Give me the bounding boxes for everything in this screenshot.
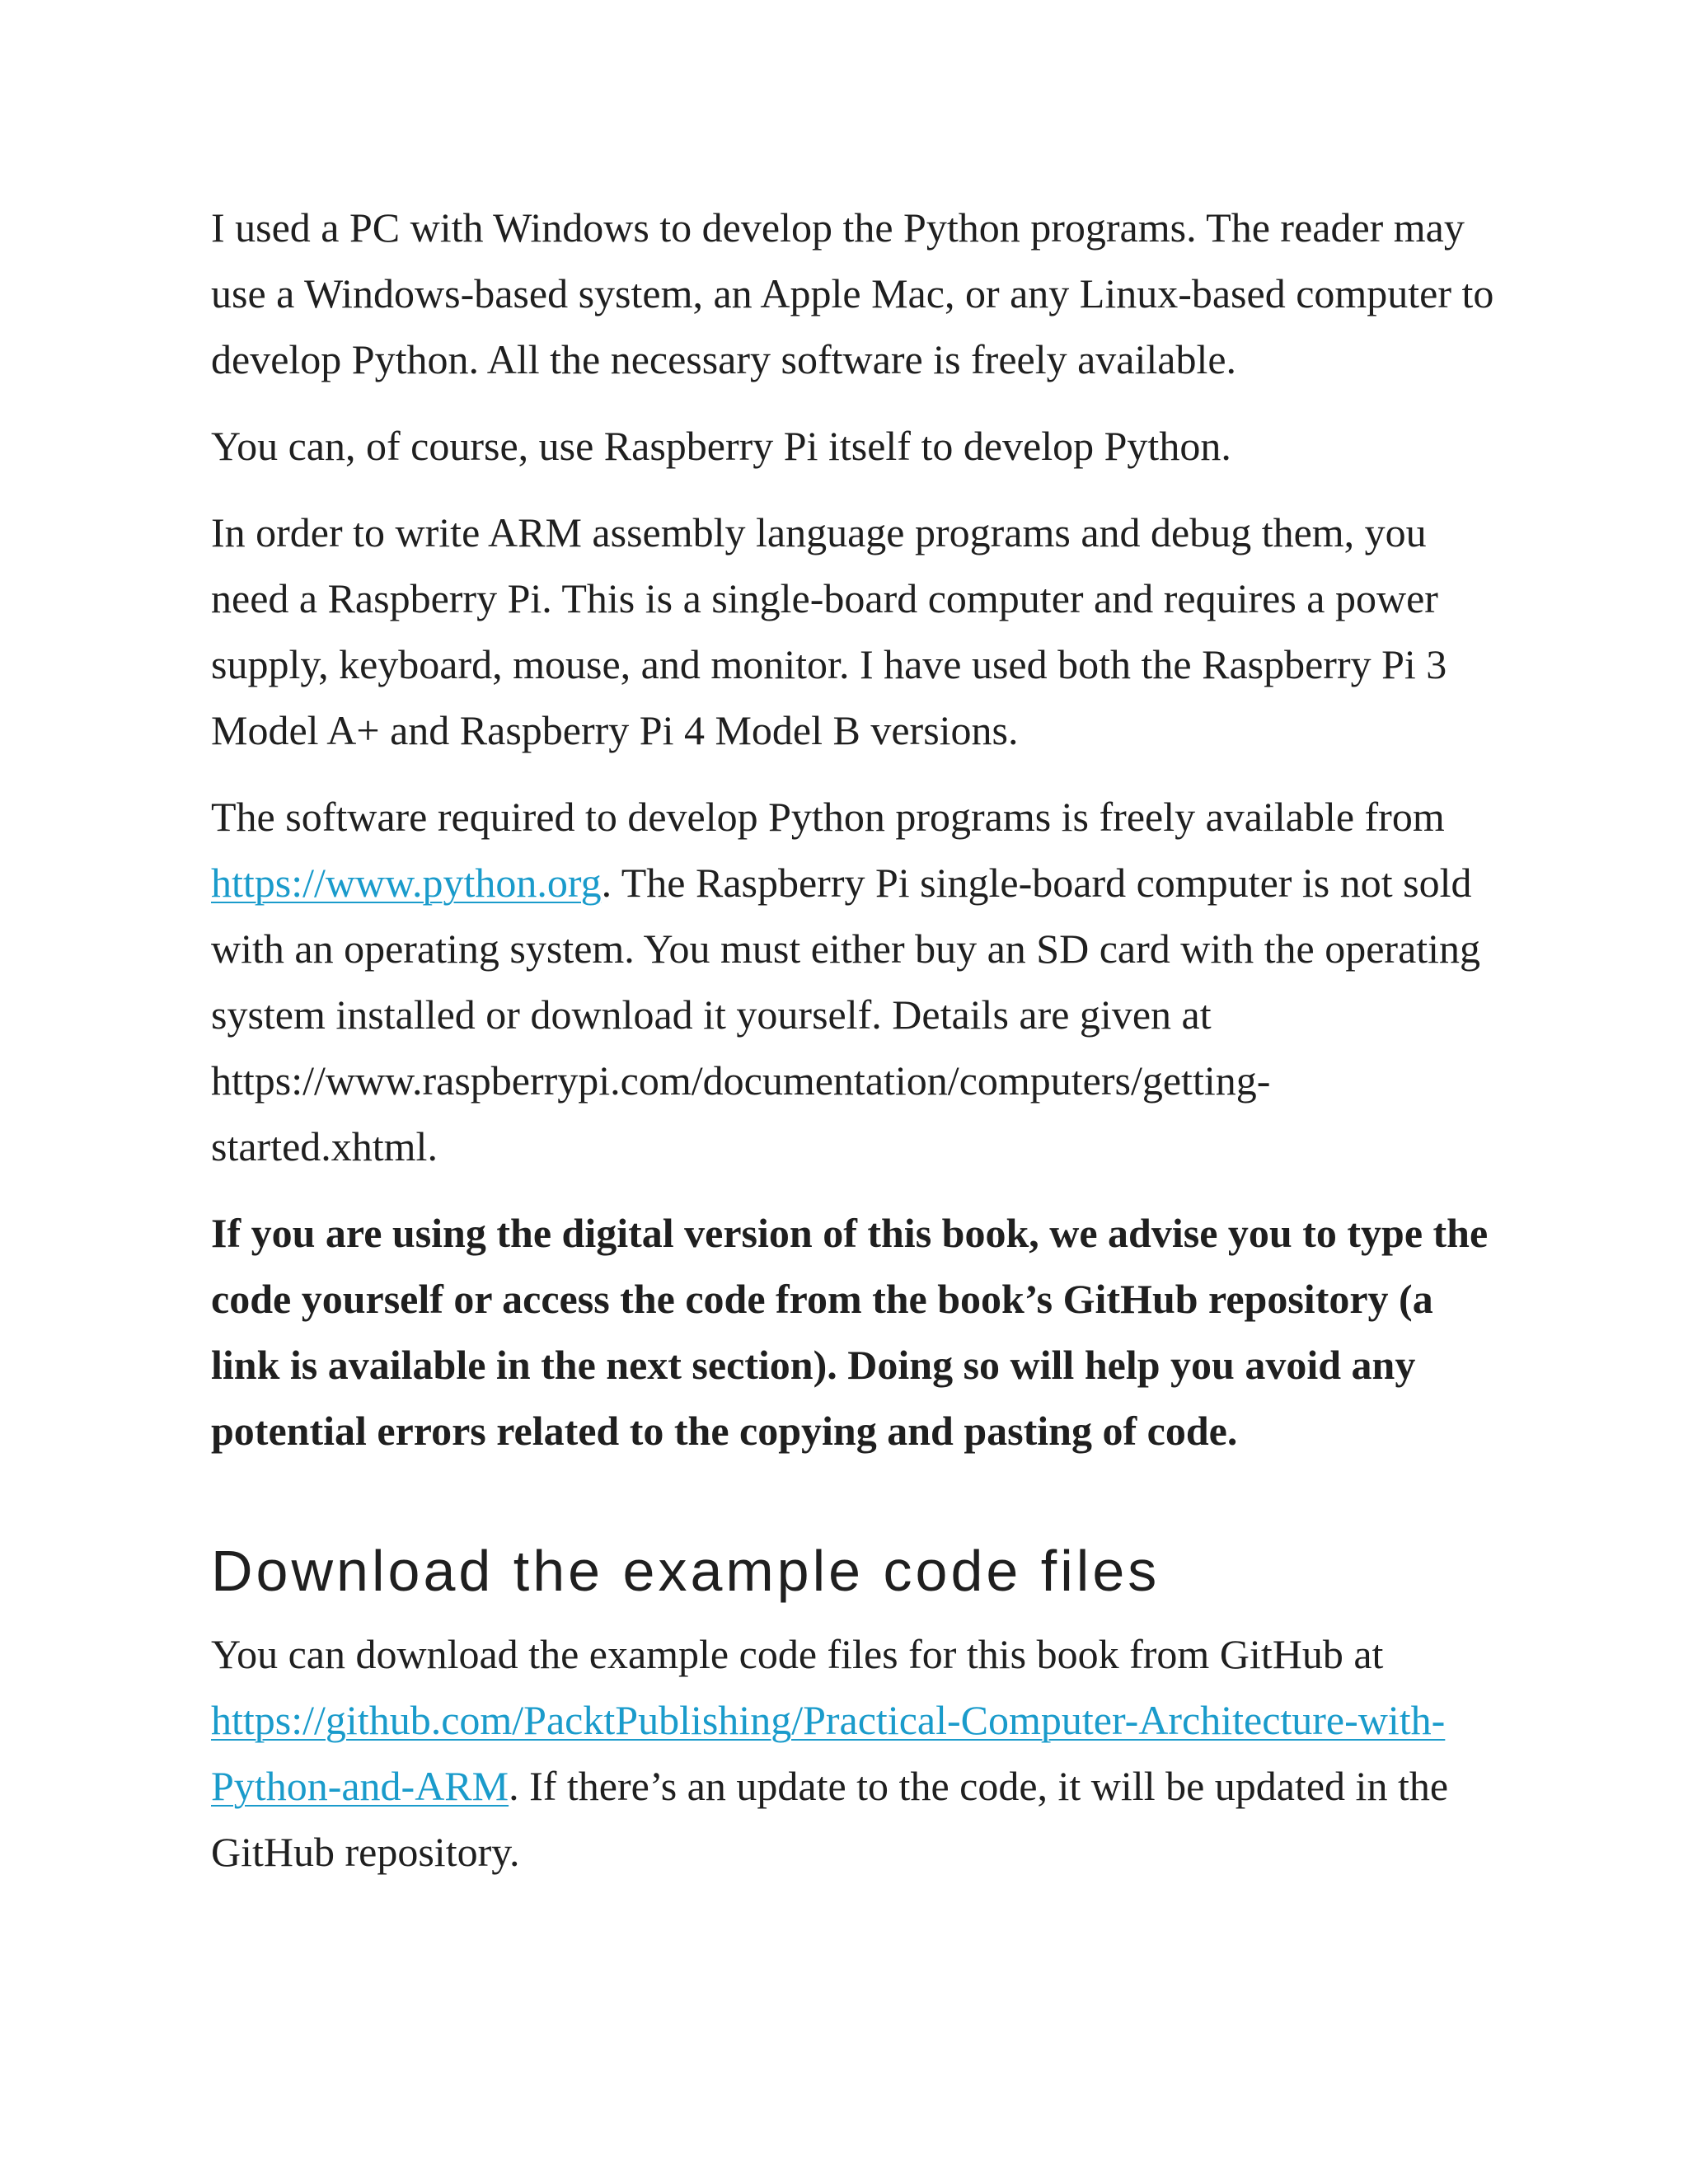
paragraph-text: The software required to develop Python programs is freely available from bbox=[211, 794, 1445, 840]
paragraph-text: . The Raspberry Pi single-board computer is not sold with an operating system. You must either buy an SD card with the operating system installed or download it yourself. Details are given at https://www.raspberrypi.com/documentation/computers/getting-started.xhtml. bbox=[211, 860, 1481, 1169]
paragraph-raspberry-pi-python: You can, of course, use Raspberry Pi itself to develop Python. bbox=[211, 423, 1231, 469]
github-repository-link[interactable]: https://github.com/PacktPublishing/Practical-Computer-Architecture-with-Python-and-ARM bbox=[211, 1697, 1446, 1809]
section-heading: Download the example code files bbox=[211, 1539, 1160, 1603]
paragraph-development-pc: I used a PC with Windows to develop the Python programs. The reader may use a Windows-based system, an Apple Mac, or any Linux-based computer to develop Python. All the necessary software is freely available. bbox=[211, 204, 1494, 382]
paragraph-download-code bbox=[211, 1621, 1497, 1885]
paragraph-software-sources bbox=[211, 784, 1497, 1179]
paragraph-arm-requirements: In order to write ARM assembly language programs and debug them, you need a Raspberry Pi. This is a single-board computer and requires a power supply, keyboard, mouse, and monitor. I have used both the Raspberry Pi 3 Model A+ and Raspberry Pi 4 Model B versions. bbox=[211, 509, 1447, 753]
document-page bbox=[211, 194, 1497, 1905]
python-org-link[interactable]: https://www.python.org bbox=[211, 860, 602, 906]
paragraph-digital-version-note: If you are using the digital version of this book, we advise you to type the code yourself or access the code from the book’s GitHub repository (a link is available in the next section). Doing so will help you avoid any potential errors related to the copying and pasting of code. bbox=[211, 1210, 1489, 1454]
paragraph-text: You can download the example code files for this book from GitHub at bbox=[211, 1631, 1384, 1677]
paragraph-text: . If there’s an update to the code, it will be updated in the GitHub repository. bbox=[211, 1763, 1449, 1875]
